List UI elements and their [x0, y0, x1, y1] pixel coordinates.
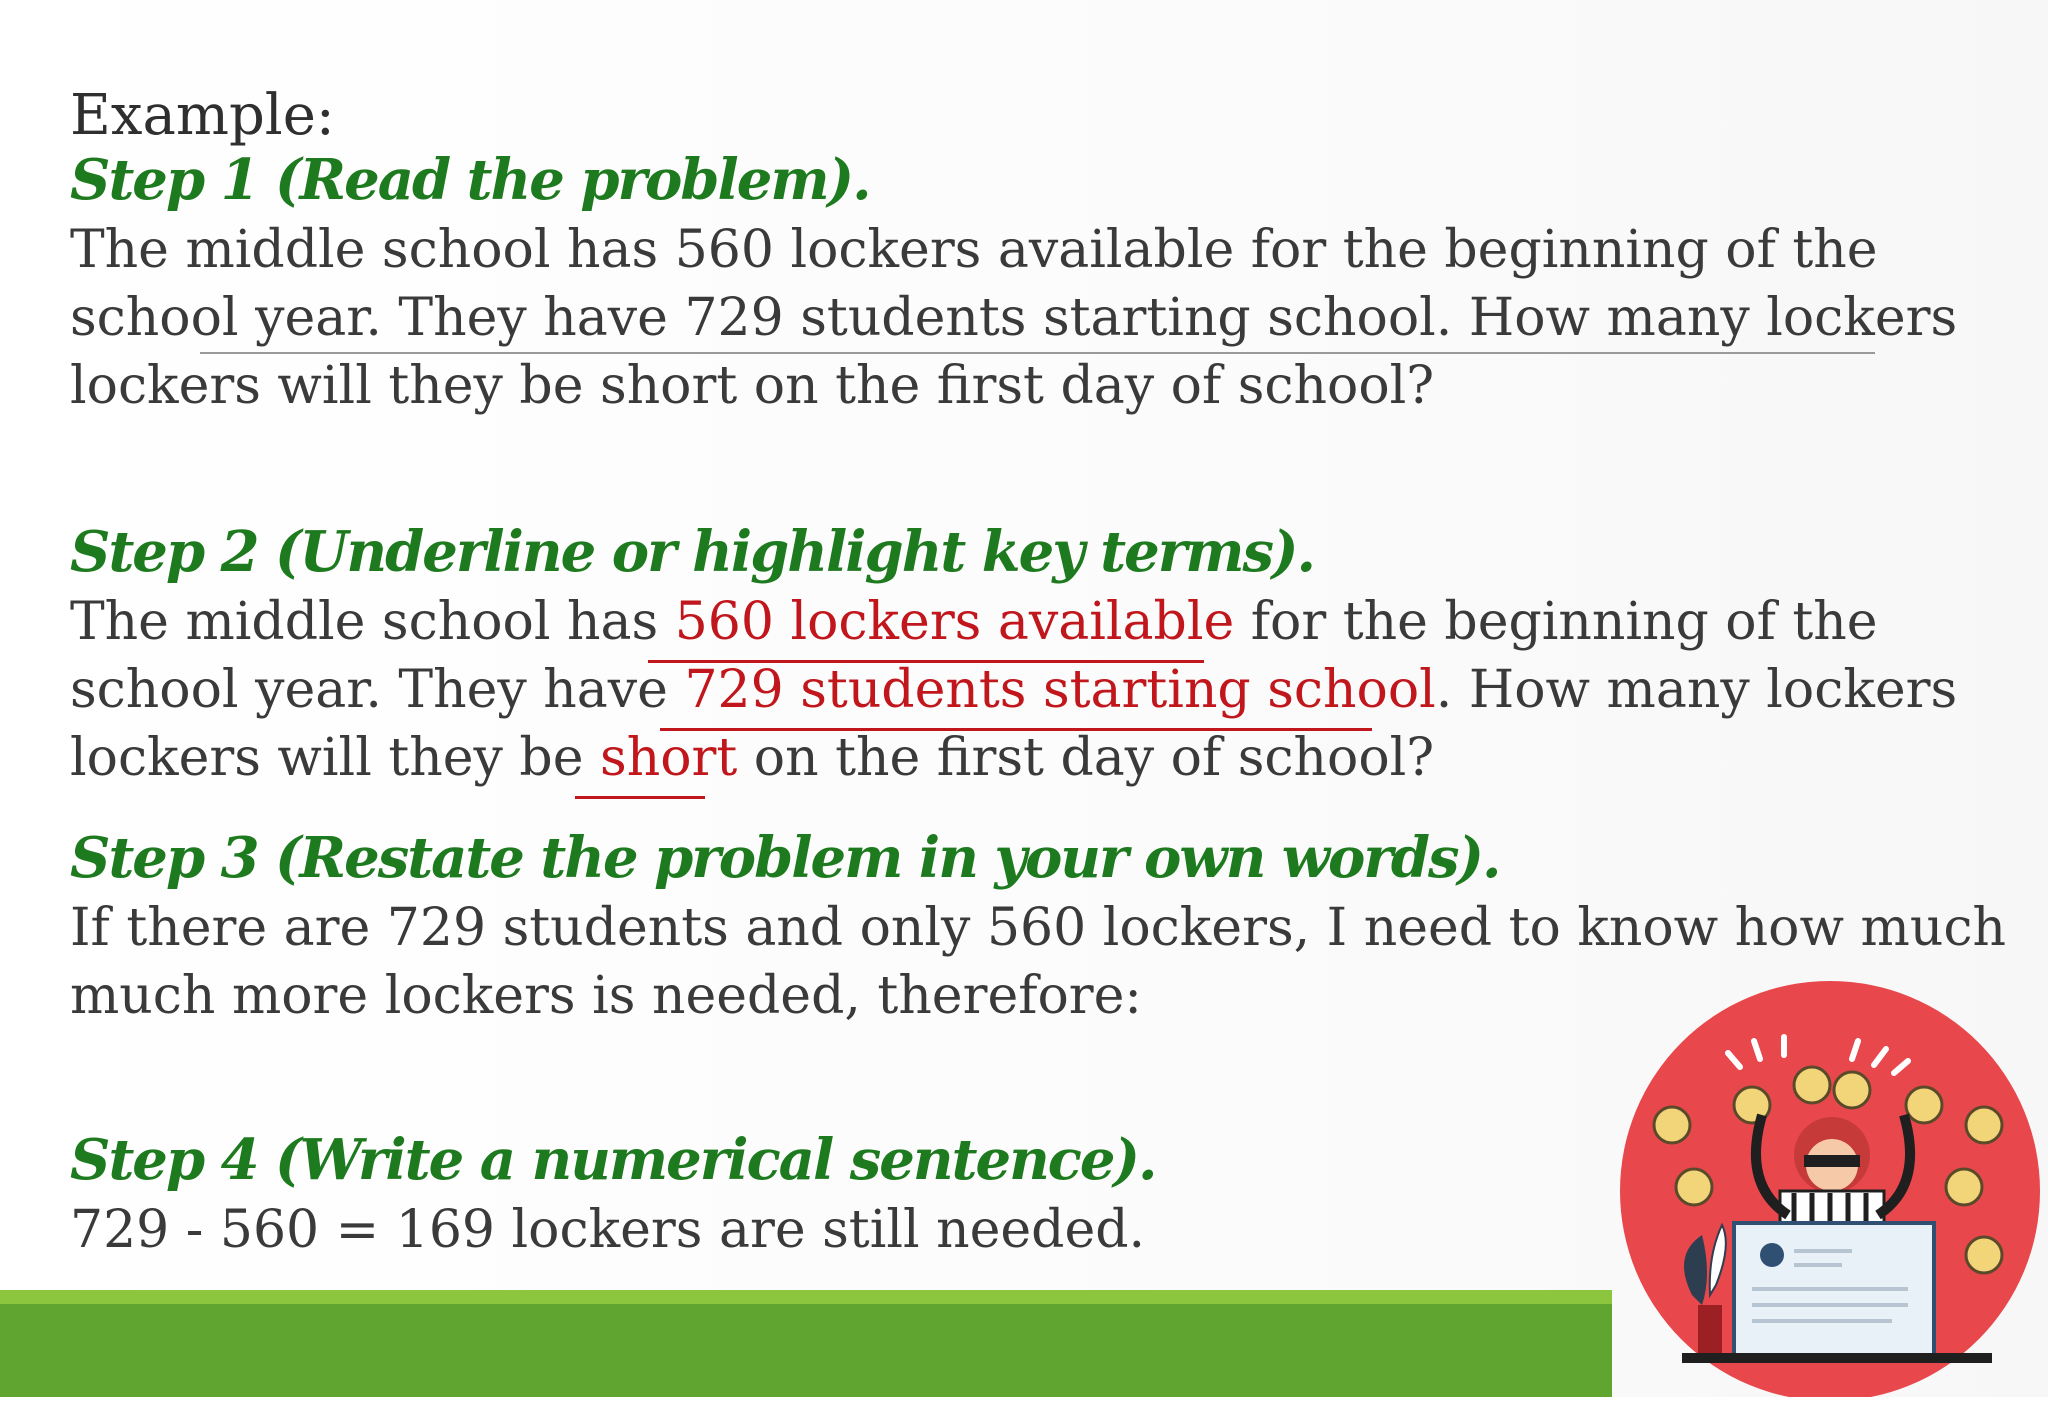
step2-title: Step 2 (Underline or highlight key terms).	[70, 519, 1315, 585]
step3-title: Step 3 (Restate the problem in your own words).	[70, 825, 1500, 891]
step1-line-1: The middle school has 560 lockers available for the beginning of the	[70, 220, 1878, 280]
step3-line-2: much more lockers is needed, therefore:	[70, 966, 1142, 1026]
step1-underline	[200, 352, 1875, 354]
step2-line-1	[70, 592, 1878, 652]
step4-title: Step 4 (Write a numerical sentence).	[70, 1127, 1156, 1193]
example-label: Example:	[70, 83, 335, 148]
step2-line-3	[70, 728, 1435, 788]
step3-line-1: If there are 729 students and only 560 lockers, I need to know how much	[70, 898, 2006, 958]
step2-line2-pre: school year. They have	[70, 660, 685, 720]
key-term-729-students: 729 students starting school	[684, 660, 1436, 720]
underline-short	[575, 796, 705, 799]
person-with-laptop-and-lightbulbs-icon	[1612, 955, 2048, 1401]
step2-line1-post: for the beginning of the	[1234, 592, 1878, 652]
key-term-560-lockers: 560 lockers available	[674, 592, 1235, 652]
step1-line-2: school year. They have 729 students starting school. How many lockers	[70, 288, 1958, 348]
key-term-short: short	[600, 728, 738, 788]
step1-title: Step 1 (Read the problem).	[70, 147, 870, 213]
step2-line1-pre: The middle school has	[70, 592, 675, 652]
step1-line-3: lockers will they be short on the first day of school?	[70, 356, 1435, 416]
step2-line-2	[70, 660, 1958, 720]
step2-line3-pre: lockers will they be	[70, 728, 601, 788]
step2-line3-post: on the first day of school?	[737, 728, 1435, 788]
footer-bar-light	[0, 1290, 1612, 1304]
step4-line: 729 - 560 = 169 lockers are still needed.	[70, 1200, 1146, 1260]
step2-line2-post: . How many lockers	[1435, 660, 1958, 720]
footer-bar-dark	[0, 1304, 1612, 1397]
